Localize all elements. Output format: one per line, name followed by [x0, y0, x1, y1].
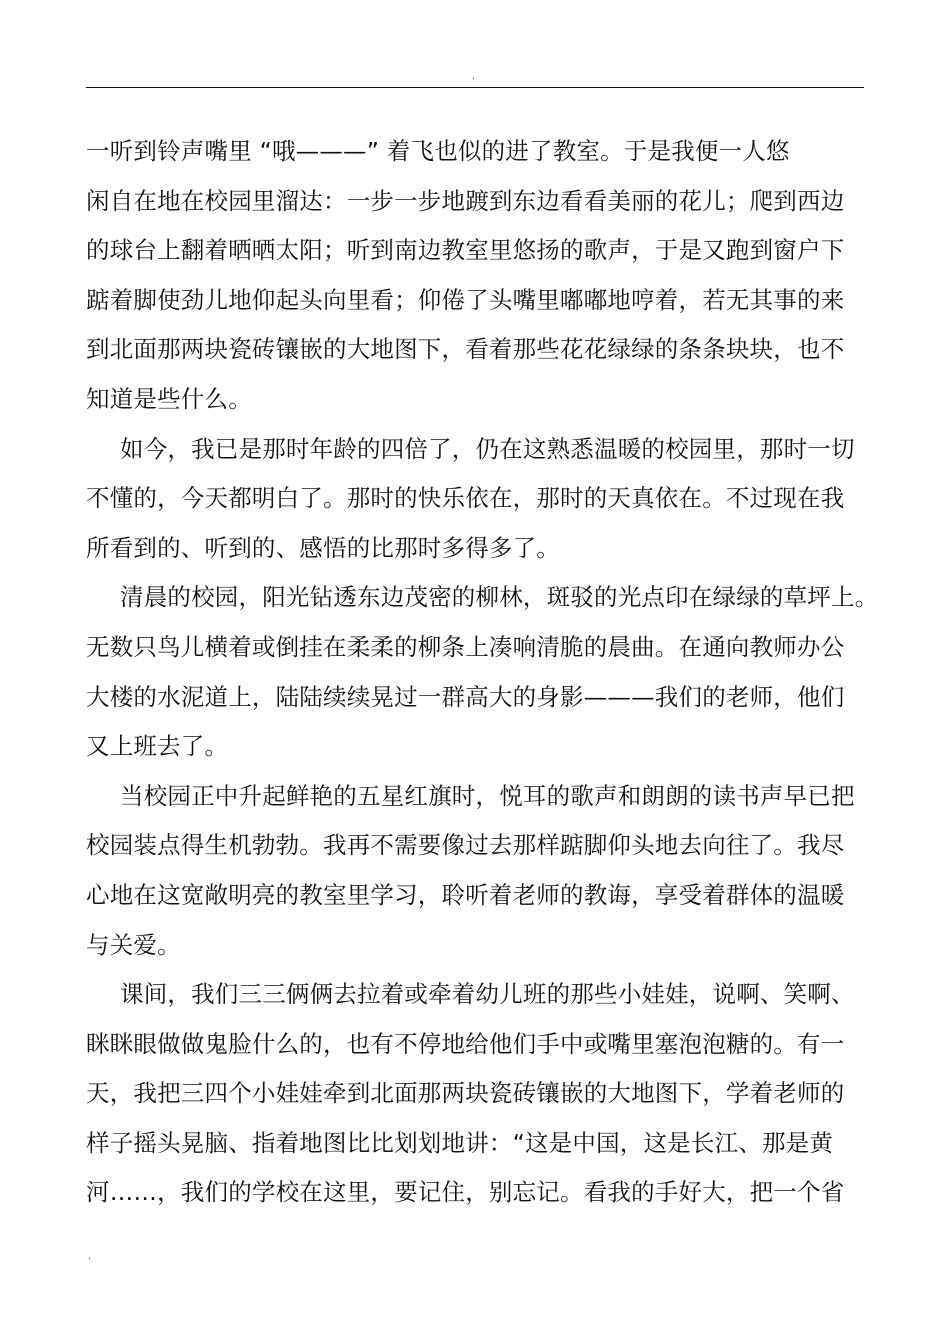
text-line: 不懂的，今天都明白了。那时的快乐依在，那时的天真依在。不过现在我 [86, 484, 845, 513]
text-line: 河……，我们的学校在这里，要记住，别忘记。看我的手好大，把一个省 [86, 1178, 845, 1207]
text-line: 的球台上翻着晒晒太阳；听到南边教室里悠扬的歌声，于是又跑到窗户下 [86, 236, 845, 265]
text-line: 又上班去了。 [86, 732, 229, 761]
text-line: 眯眯眼做做鬼脸什么的，也有不停地给他们手中或嘴里塞泡泡糖的。有一 [86, 1029, 845, 1058]
header-rule [86, 87, 864, 88]
text-line: 一听到铃声嘴里 “哦———” 着飞也似的进了教室。于是我便一人悠 [86, 137, 790, 165]
text-line: 无数只鸟儿横着或倒挂在柔柔的柳条上凑响清脆的晨曲。在通向教师办公 [86, 632, 845, 661]
paragraph-3 [86, 573, 879, 771]
text-line: 大楼的水泥道上，陆陆续续晃过一群高大的身影———我们的老师，他们 [86, 682, 845, 711]
text-line: 知道是些什么。 [86, 384, 252, 413]
text-line: 校园装点得生机勃勃。我再不需要像过去那样踮脚仰头地去向往了。我尽 [86, 831, 845, 860]
footer-mark: . [88, 1251, 92, 1262]
text-line: 闲自在地在校园里溜达：一步一步地踱到东边看看美丽的花儿；爬到西边 [86, 186, 845, 215]
text-line: 天，我把三四个小娃娃牵到北面那两块瓷砖镶嵌的大地图下，学着老师的 [86, 1079, 845, 1108]
text-line: 清晨的校园，阳光钻透东边茂密的柳林，斑驳的光点印在绿绿的草坪上。 [120, 583, 879, 612]
text-line: 样子摇头晃脑、指着地图比比划划地讲：“这是中国，这是长江、那是黄 [86, 1128, 834, 1157]
text-line: 与关爱。 [86, 930, 181, 959]
paragraph-1 [86, 127, 872, 425]
document-body [86, 127, 879, 1218]
text-line: 到北面那两块瓷砖镶嵌的大地图下，看着那些花花绿绿的条条块块，也不 [86, 335, 845, 364]
header-mark: . [472, 71, 476, 82]
text-line: 踮着脚使劲儿地仰起头向里看；仰倦了头嘴里嘟嘟地哼着，若无其事的来 [86, 285, 845, 314]
text-line: 心地在这宽敞明亮的教室里学习，聆听着老师的教诲，享受着群体的温暖 [86, 880, 845, 909]
text-line: 当校园正中升起鲜艳的五星红旗时，悦耳的歌声和朗朗的读书声早已把 [120, 781, 855, 810]
text-line: 课间，我们三三俩俩去拉着或牵着幼儿班的那些小娃娃，说啊、笑啊、 [120, 980, 855, 1009]
paragraph-4 [86, 772, 872, 970]
text-line: 所看到的、听到的、感悟的比那时多得多了。 [86, 533, 560, 562]
paragraph-2 [86, 425, 872, 574]
text-line: 如今，我已是那时年龄的四倍了，仍在这熟悉温暖的校园里，那时一切 [120, 434, 855, 463]
paragraph-5 [86, 970, 872, 1218]
